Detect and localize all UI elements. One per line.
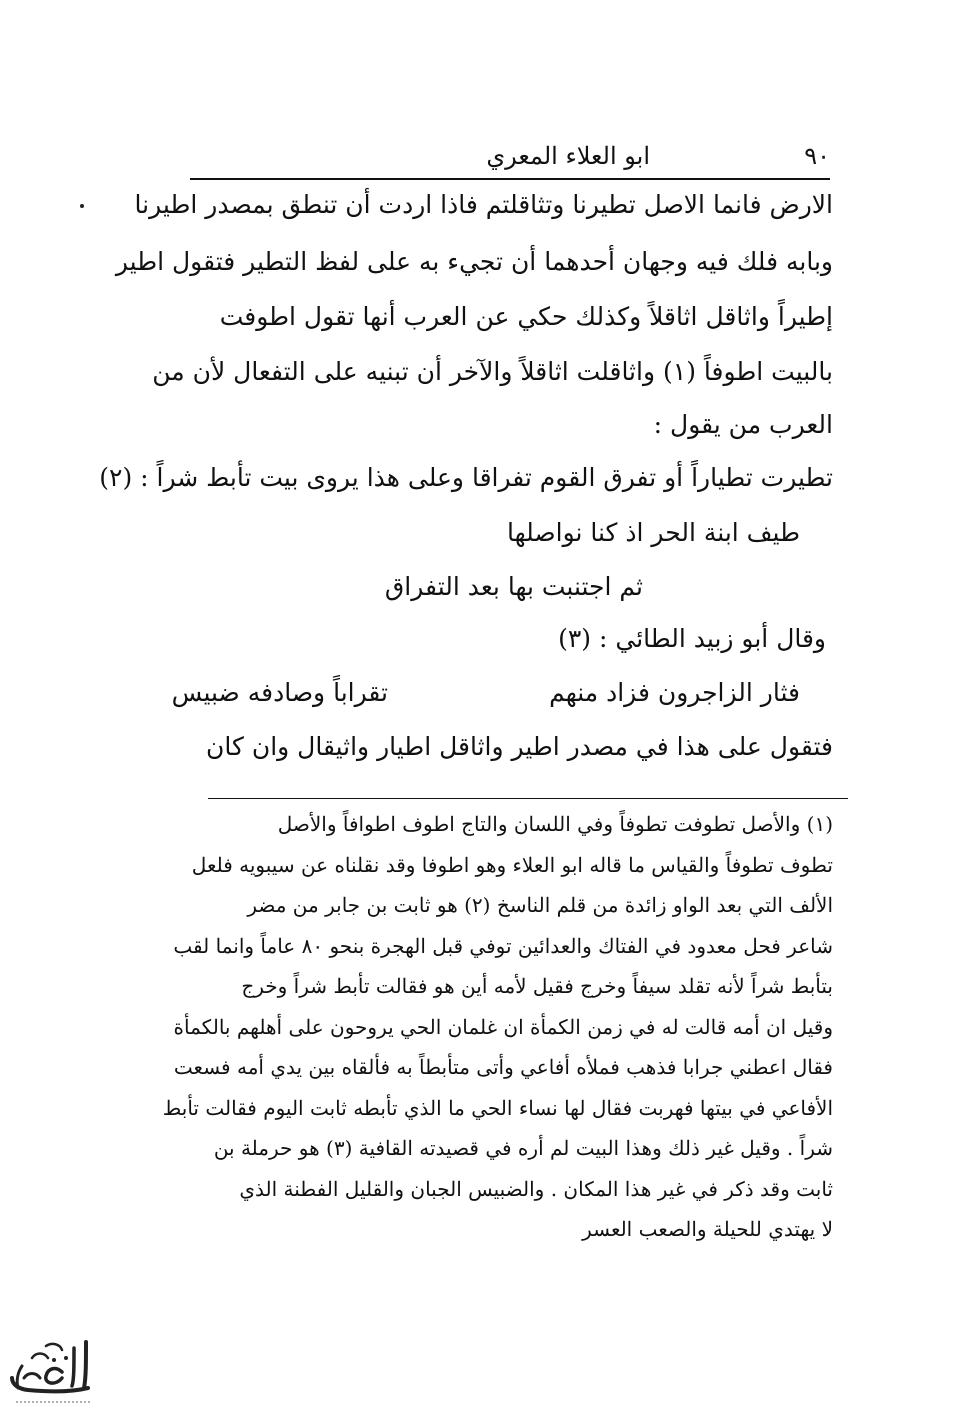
running-title: ابو العلاء المعري bbox=[486, 142, 650, 170]
footnote-line: شاعر فحل معدود في الفتاك والعدائين توفي قبل الهجرة بنحو ٨٠ عاماً وانما لقب bbox=[173, 934, 833, 958]
body-line: إطيراً واثاقل اثاقلاً وكذلك حكي عن العرب أنها تقول اطوفت bbox=[219, 302, 833, 331]
poet-intro: وقال أبو زبيد الطائي : (٣) bbox=[558, 624, 826, 653]
page-number: ٩٠ bbox=[804, 142, 830, 170]
footnote-line: الألف التي بعد الواو زائدة من قلم الناسخ (٢) هو ثابت بن جابر من مضر bbox=[247, 893, 833, 917]
body-line: بالبيت اطوفاً (١) واثاقلت اثاقلاً والآخر أن تبنيه على التفعال لأن من bbox=[152, 357, 833, 386]
page-header bbox=[190, 142, 830, 176]
body-line: وبابه فلك فيه وجهان أحدهما أن تجيء به على لفظ التطير فتقول اطير bbox=[115, 247, 833, 276]
stray-mark bbox=[80, 204, 84, 208]
footnote-rule bbox=[208, 798, 848, 799]
body-line: العرب من يقول : bbox=[653, 410, 833, 439]
footnote-line: الأفاعي في بيتها فهربت فقال لها نساء الحي ما الذي تأبطه ثابت اليوم فقالت تأبط bbox=[162, 1096, 833, 1120]
footnote-line: بتأبط شراً لأنه تقلد سيفاً وخرج فقيل لأمه أين هو فقالت تأبط شراً وخرج bbox=[241, 974, 833, 998]
body-line: الارض فانما الاصل تطيرنا وتثاقلتم فاذا اردت أن تنطق بمصدر اطيرنا bbox=[134, 190, 833, 219]
footnote-line: (١) والأصل تطوفت تطوفاً وفي اللسان والتاج اطوف اطوافاً والأصل bbox=[277, 812, 833, 836]
body-line: فتقول على هذا في مصدر اطير واثاقل اطيار واثيقال وان كان bbox=[206, 732, 833, 761]
footnote-line: فقال اعطني جرابا فذهب فملأه أفاعي وأتى متأبطاً به فألقاه بين يدي أمه فسعت bbox=[173, 1055, 833, 1079]
verse-line: طيف ابنة الحر اذ كنا نواصلها bbox=[506, 518, 800, 547]
footnote-line: شراً . وقيل غير ذلك وهذا البيت لم أره في قصيدته القافية (٣) هو حرملة بن bbox=[213, 1136, 833, 1160]
header-rule bbox=[190, 178, 830, 180]
verse-line: ثم اجتنبت بها بعد التفراق bbox=[384, 572, 643, 601]
body-line: تطيرت تطياراً أو تفرق القوم تفراقا وعلى هذا يروى بيت تأبط شراً : (٢) bbox=[99, 463, 833, 492]
calligraphy-stamp-logo bbox=[2, 1322, 98, 1410]
footnote-line: وقيل ان أمه قالت له في زمن الكمأة ان غلمان الحي يروحون على أهلهم بالكمأة bbox=[173, 1015, 833, 1039]
verse-hemistich: فثار الزاجرون فزاد منهم bbox=[549, 678, 800, 707]
footnote-line: تطوف تطوفاً والقياس ما قاله ابو العلاء وهو اطوفا وقد نقلناه عن سيبويه فلعل bbox=[191, 853, 833, 877]
footnote-line: ثابت وقد ذكر في غير هذا المكان . والضبيس الجبان والقليل الفطنة الذي bbox=[239, 1177, 833, 1201]
verse-hemistich: تقراباً وصادفه ضبيس bbox=[171, 678, 388, 707]
footnote-line: لا يهتدي للحيلة والصعب العسر bbox=[582, 1217, 833, 1241]
